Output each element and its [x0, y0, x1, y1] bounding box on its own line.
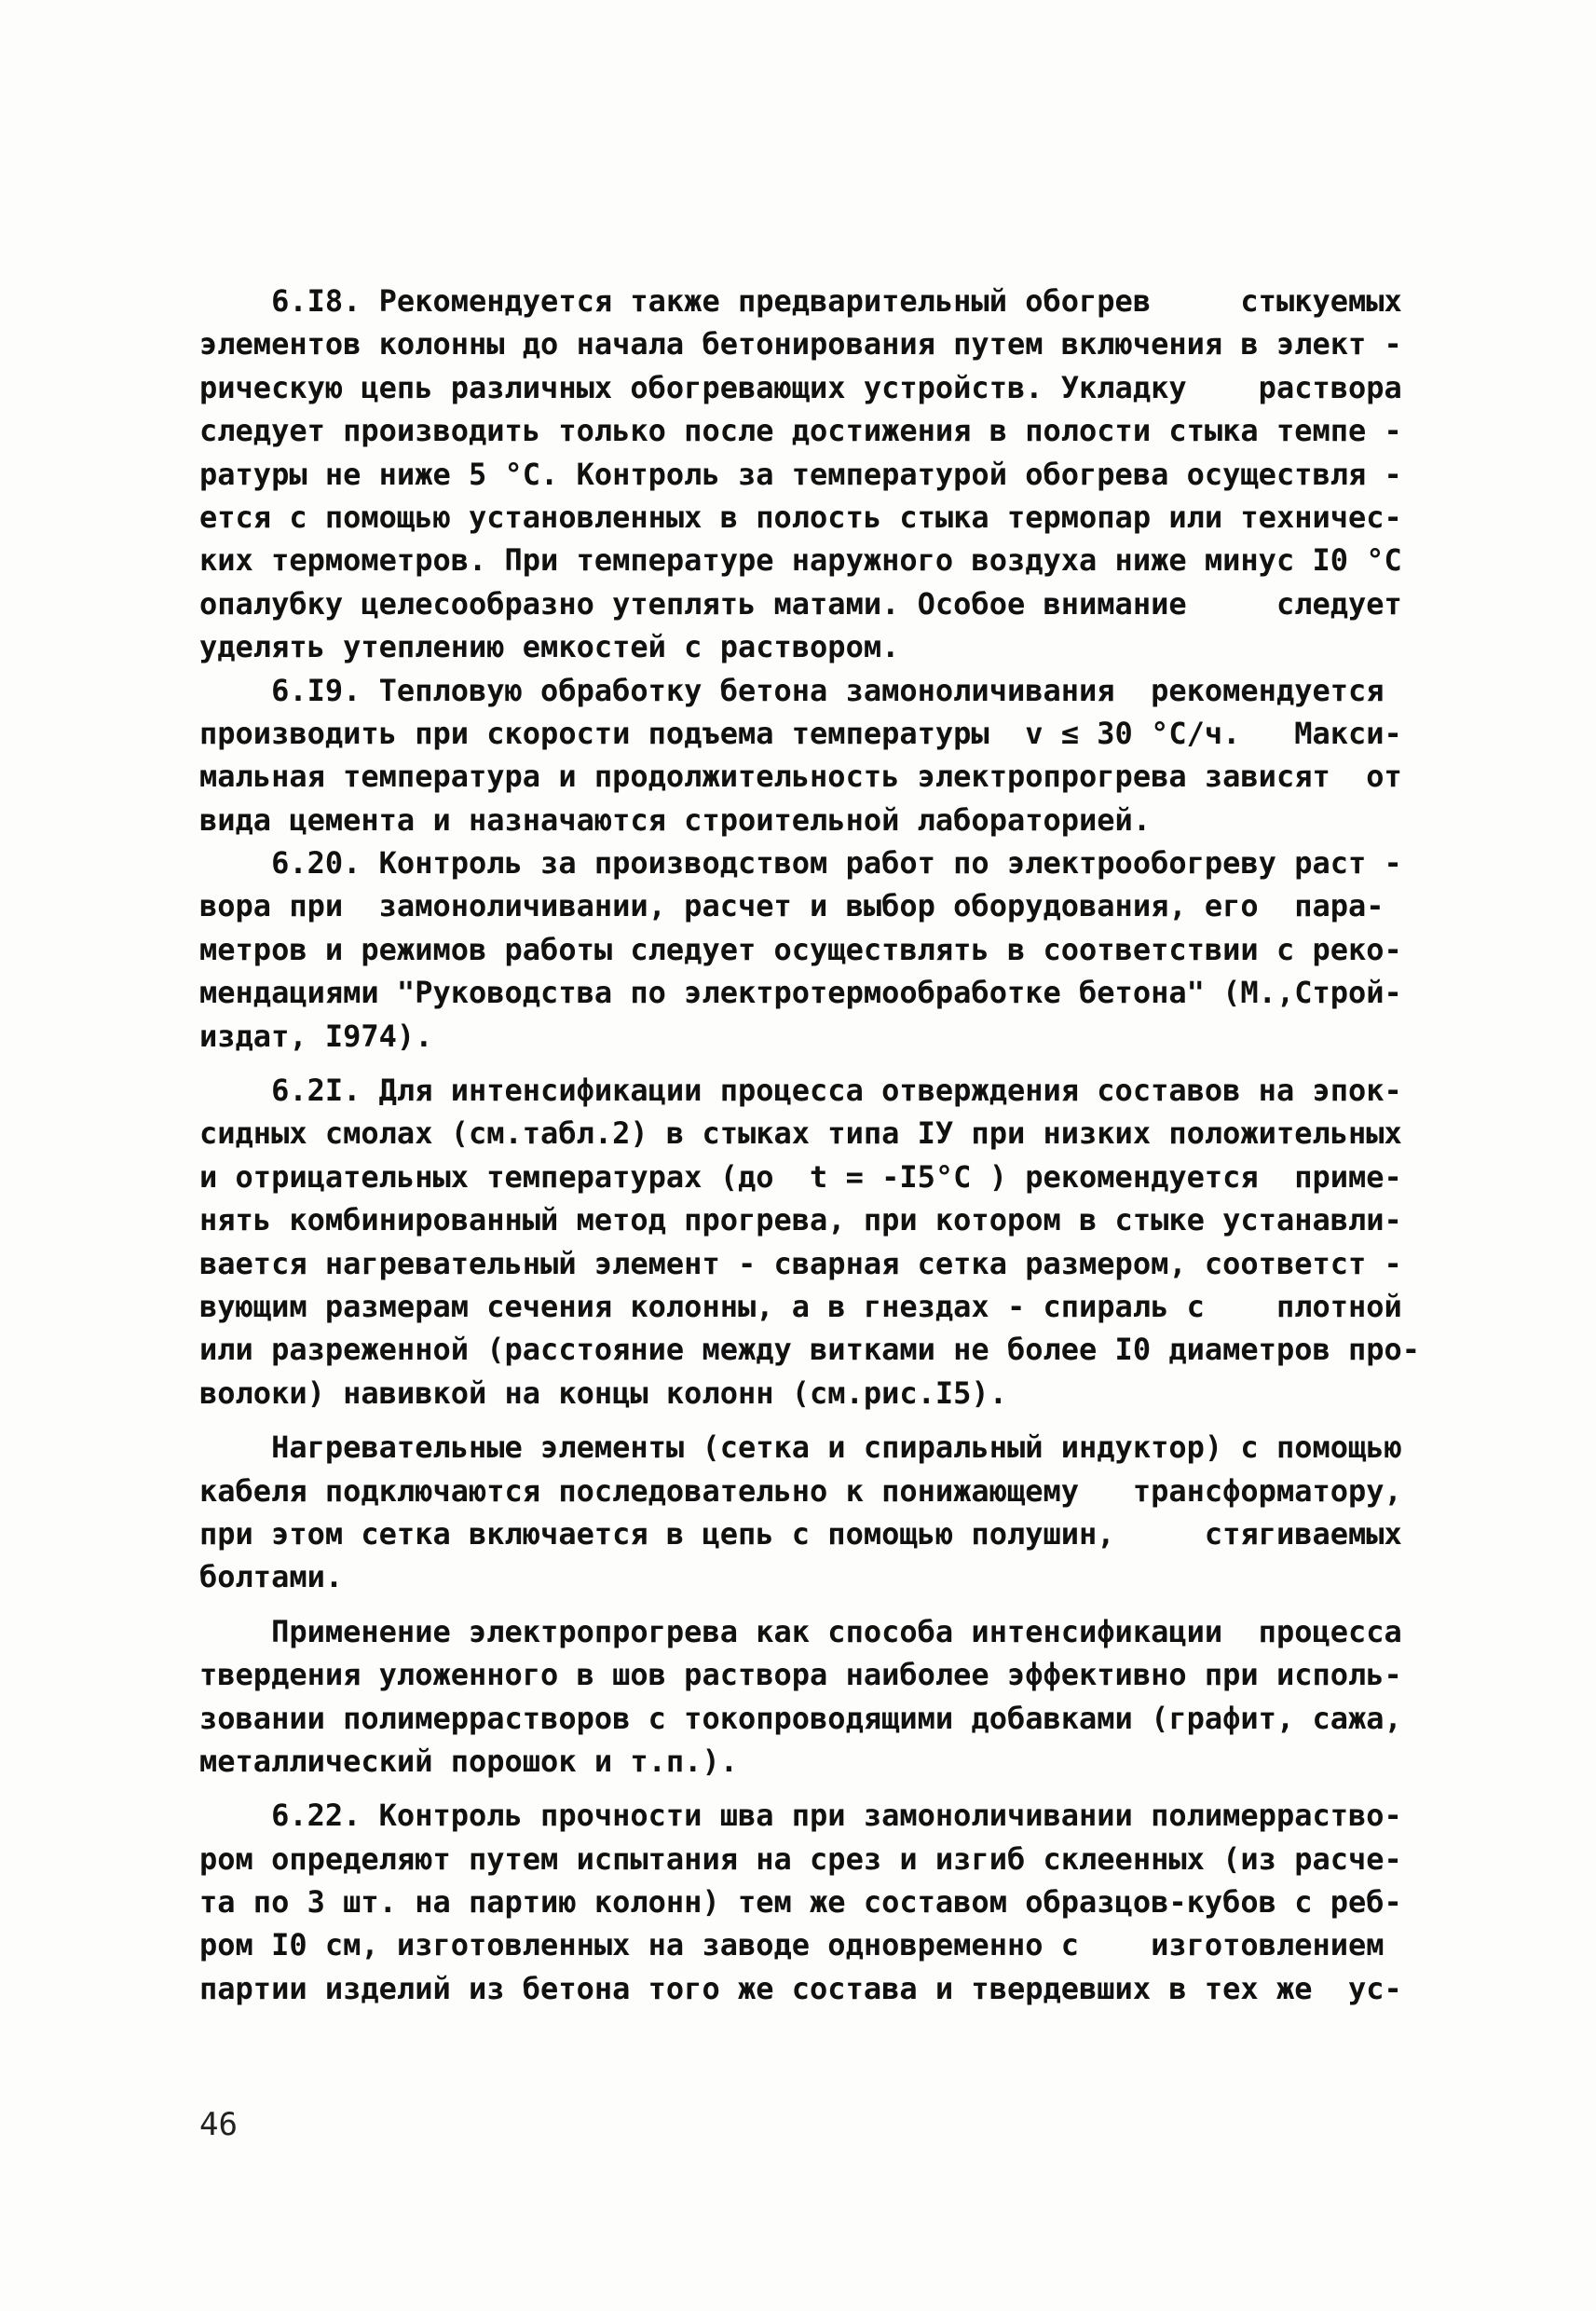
text-line: уделять утеплению емкостей с раствором.	[199, 629, 900, 665]
paragraph-6-22	[199, 1794, 1411, 2010]
text-line: металлический порошок и т.п.).	[199, 1743, 738, 1779]
text-line: рическую цепь различных обогревающих устройств. Укладку раствора	[199, 369, 1402, 405]
paragraph-electric-heating	[199, 1610, 1411, 1784]
text-line: при этом сетка включается в цепь с помощью полушин, стягиваемых	[199, 1515, 1402, 1552]
text-line: метров и режимов работы следует осуществлять в соответствии с реко-	[199, 931, 1402, 967]
text-line: ких термометров. При температуре наружного воздуха ниже минус I0 °С	[199, 542, 1402, 579]
paragraph-6-21	[199, 1069, 1421, 1415]
text-line: вается нагревательный элемент - сварная сетка размером, соответст -	[199, 1245, 1402, 1281]
text-line: сидных смолах (см.табл.2) в стыках типа IУ при низких положительных	[199, 1115, 1402, 1152]
text-line: мальная температура и продолжительность электропрогрева зависят от	[199, 759, 1402, 795]
text-line: и отрицательных температурах (до t = -I5°С ) рекомендуется приме-	[199, 1158, 1402, 1195]
text-line: партии изделий из бетона того же состава и твердевших в тех же ус-	[199, 1970, 1402, 2006]
paragraph-6-20	[199, 841, 1411, 1058]
paragraph-6-19	[199, 669, 1411, 842]
text-line: болтами.	[199, 1559, 344, 1595]
text-line: 6.22. Контроль прочности шва при замоноличивании полимерраство-	[199, 1798, 1402, 1834]
text-line: нять комбинированный метод прогрева, при котором в стыке устанавли-	[199, 1202, 1402, 1238]
text-line: следует производить только после достижения в полости стыка темпе -	[199, 413, 1402, 449]
text-line: зовании полимеррастворов с токопроводящими добавками (графит, сажа,	[199, 1700, 1402, 1736]
body-text	[199, 280, 1421, 2010]
text-line: вующим размерам сечения колонны, а в гнездах - спираль с плотной	[199, 1288, 1402, 1324]
text-line: издат, I974).	[199, 1018, 433, 1054]
text-line: Применение электропрогрева как способа интенсификации процесса	[199, 1613, 1402, 1649]
text-line: вида цемента и назначаются строительной лабораторией.	[199, 801, 1152, 838]
text-line: опалубку целесообразно утеплять матами. Особое внимание следует	[199, 585, 1402, 622]
paragraph-gap	[199, 1783, 1411, 1794]
text-line: 6.I8. Рекомендуется также предварительный обогрев стыкуемых	[199, 283, 1402, 319]
paragraph-gap	[199, 1415, 1411, 1426]
text-line: 6.20. Контроль за производством работ по электрообогреву раст -	[199, 845, 1402, 882]
text-line: та по 3 шт. на партию колонн) тем же составом образцов-кубов с реб-	[199, 1884, 1402, 1921]
text-line: 6.2I. Для интенсификации процесса отверждения составов на эпок-	[199, 1073, 1402, 1109]
text-line: элементов колонны до начала бетонирования путем включения в элект -	[199, 326, 1402, 362]
page-number: 46	[199, 2106, 238, 2143]
text-line: 6.I9. Тепловую обработку бетона замоноличивания рекомендуется	[199, 672, 1385, 708]
paragraph-gap	[199, 1599, 1411, 1610]
text-line: мендациями "Руководства по электротермообработке бетона" (М.,Строй-	[199, 975, 1402, 1011]
paragraph-6-18	[199, 280, 1411, 669]
text-line: ром I0 см, изготовленных на заводе одновременно с изготовлением	[199, 1927, 1385, 1963]
text-line: ратуры не ниже 5 °С. Контроль за температурой обогрева осуществля -	[199, 456, 1402, 492]
text-line: Нагревательные элементы (сетка и спиральный индуктор) с помощью	[199, 1429, 1402, 1466]
text-line: кабеля подключаются последовательно к понижающему трансформатору,	[199, 1472, 1402, 1509]
paragraph-heating-elements	[199, 1426, 1411, 1599]
text-line: ется с помощью установленных в полость стыка термопар или техничес-	[199, 499, 1402, 535]
text-line: или разреженной (расстояние между витками не более I0 диаметров про-	[199, 1332, 1421, 1368]
text-line: вора при замоноличивании, расчет и выбор оборудования, его пара-	[199, 888, 1385, 924]
text-line: твердения уложенного в шов раствора наиболее эффективно при исполь-	[199, 1657, 1402, 1693]
paragraph-gap	[199, 1058, 1411, 1069]
text-line: волоки) навивкой на концы колонн (см.рис.I5).	[199, 1374, 1007, 1411]
text-line: производить при скорости подъема температуры v ≤ 30 °С/ч. Макси-	[199, 715, 1402, 751]
text-line: ром определяют путем испытания на срез и изгиб склеенных (из расче-	[199, 1840, 1402, 1877]
